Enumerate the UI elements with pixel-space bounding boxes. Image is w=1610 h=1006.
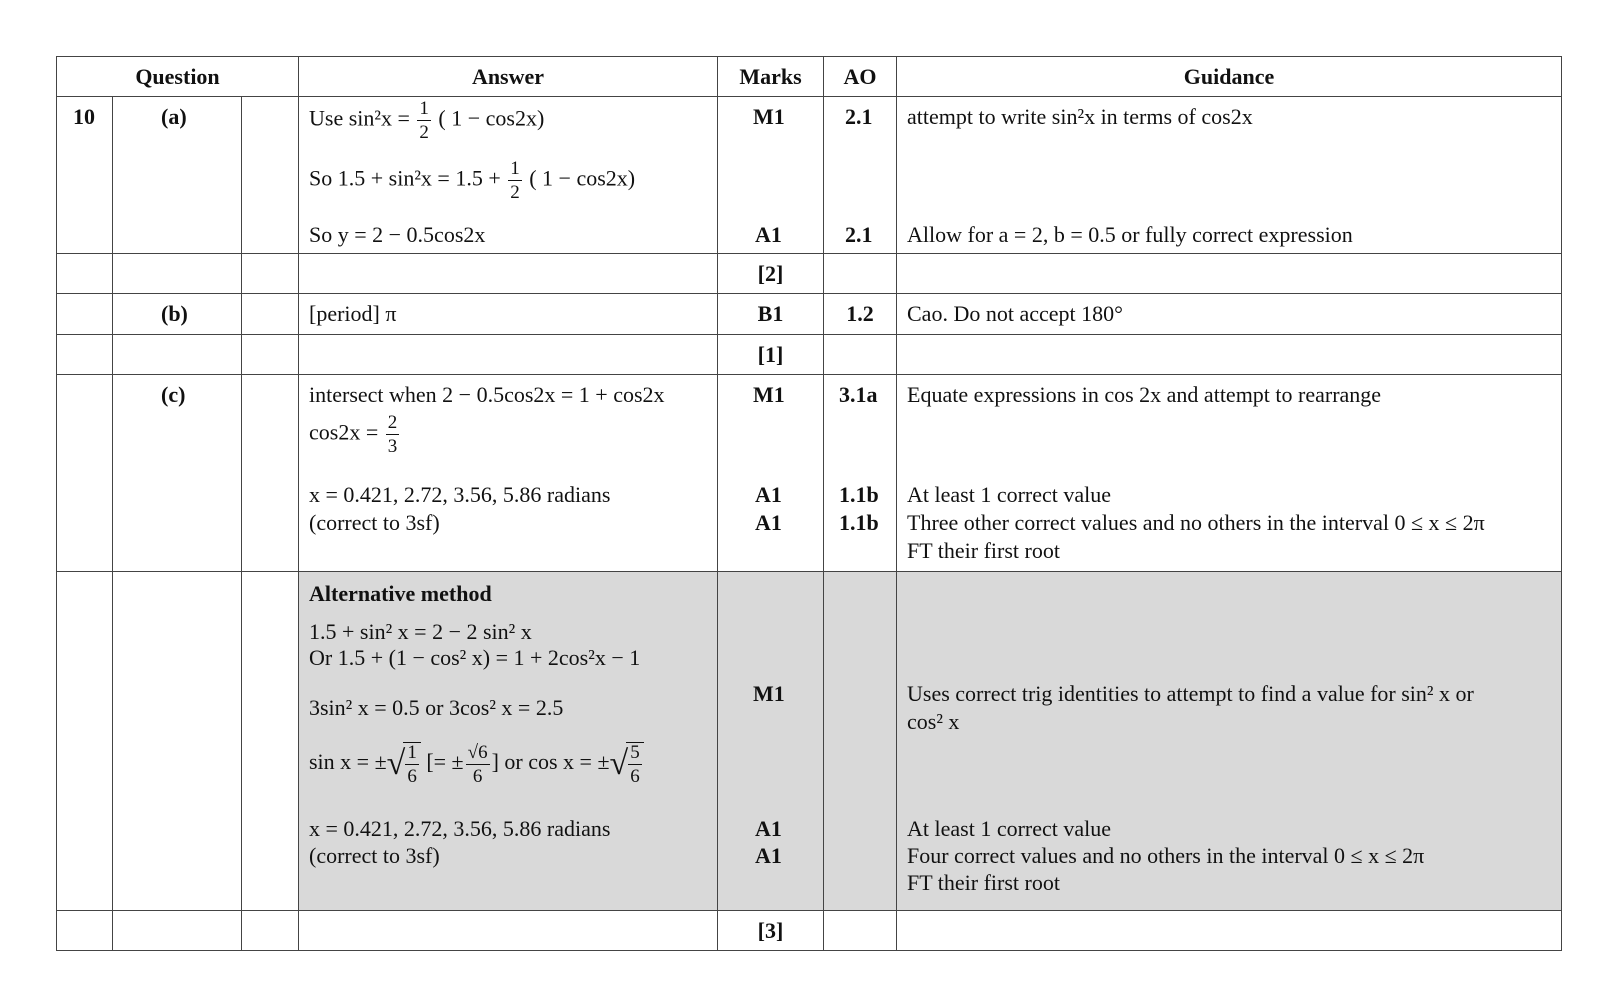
row-part-b — [57, 294, 1562, 335]
alt-guidance1b: cos² x — [907, 709, 960, 734]
part-b-mark: B1 — [718, 294, 824, 335]
part-a-mark1: M1 — [753, 104, 785, 129]
part-b-answer: [period] π — [309, 301, 397, 326]
part-c-ao2: 1.1b — [839, 482, 879, 507]
alt-answer-line5: x = 0.421, 2.72, 3.56, 5.86 radians — [309, 816, 611, 841]
alt-answer-line4: sin x = ±√ $\frac{1}{6}$ [= ± $\frac{√6}{6}$ ] or cos x = ±√ $\frac{5}{6}$ — [309, 742, 644, 786]
part-c-mark2: A1 — [755, 482, 782, 507]
part-c-guidance3: Three other correct values and no others in the interval 0 ≤ x ≤ 2π — [907, 510, 1485, 535]
part-a-guidance1: attempt to write sin²x in terms of cos2x — [907, 104, 1253, 129]
part-c-total: [3] — [718, 911, 824, 951]
alt-method-title: Alternative method — [309, 581, 492, 606]
part-b-ao: 1.2 — [824, 294, 897, 335]
header-row — [57, 57, 1562, 97]
mark-scheme-table — [56, 56, 1562, 951]
alt-answer-line1: 1.5 + sin² x = 2 − 2 sin² x — [309, 619, 532, 644]
part-c-mark1: M1 — [753, 382, 785, 407]
part-c-guidance4: FT their first root — [907, 538, 1060, 563]
part-a-ao2: 2.1 — [845, 222, 873, 247]
header-guidance: Guidance — [897, 57, 1562, 97]
header-answer: Answer — [299, 57, 718, 97]
part-c-guidance1: Equate expressions in cos 2x and attempt to rearrange — [907, 382, 1382, 407]
part-c-ao1: 3.1a — [839, 382, 878, 407]
part-a-mark2: A1 — [755, 222, 782, 247]
mark-scheme-sheet — [56, 56, 1562, 951]
alt-mark3: A1 — [755, 843, 782, 868]
part-b-guidance: Cao. Do not accept 180° — [907, 301, 1123, 326]
part-b-total: [1] — [718, 335, 824, 375]
alt-guidance4: FT their first root — [907, 870, 1060, 895]
part-a-answer-line2: So 1.5 + sin²x = 1.5 + $\frac{1}{2}$ ( 1 − cos2x) — [309, 158, 636, 203]
alt-mark2: A1 — [755, 816, 782, 841]
fraction: $\frac{2}{3}$ — [387, 412, 398, 457]
part-c-mark3: A1 — [755, 510, 782, 535]
row-part-a — [57, 97, 1562, 254]
alt-guidance1a: Uses correct trig identities to attempt to find a value for sin² x or — [907, 681, 1474, 706]
fraction: $\frac{√6}{6}$ — [467, 741, 488, 787]
alt-answer-line2: Or 1.5 + (1 − cos² x) = 1 + 2cos²x − 1 — [309, 645, 641, 670]
part-c-ao3: 1.1b — [839, 510, 879, 535]
fraction: $\frac{1}{2}$ — [419, 98, 429, 143]
part-c-answer-line4: (correct to 3sf) — [309, 510, 440, 535]
alt-guidance2: At least 1 correct value — [907, 816, 1112, 841]
header-marks: Marks — [718, 57, 824, 97]
question-number: 10 — [73, 104, 95, 129]
row-part-c — [57, 375, 1562, 572]
row-part-a-total — [57, 254, 1562, 294]
alt-answer-line3: 3sin² x = 0.5 or 3cos² x = 2.5 — [309, 695, 564, 720]
part-c-guidance2: At least 1 correct value — [907, 482, 1112, 507]
alt-mark1: M1 — [753, 681, 785, 706]
alt-guidance3: Four correct values and no others in the interval 0 ≤ x ≤ 2π — [907, 843, 1425, 868]
header-ao: AO — [824, 57, 897, 97]
fraction: $\frac{1}{2}$ — [510, 158, 520, 203]
row-part-c-total — [57, 911, 1562, 951]
part-b-label: (b) — [161, 301, 188, 326]
alt-answer-line6: (correct to 3sf) — [309, 843, 440, 868]
part-c-label: (c) — [161, 382, 186, 407]
part-c-answer-line2: cos2x = $\frac{2}{3}$ — [309, 412, 398, 457]
part-a-answer-line3: So y = 2 − 0.5cos2x — [309, 222, 486, 247]
part-c-answer-line1: intersect when 2 − 0.5cos2x = 1 + cos2x — [309, 382, 665, 407]
part-a-label: (a) — [161, 104, 187, 129]
part-c-answer-line3: x = 0.421, 2.72, 3.56, 5.86 radians — [309, 482, 611, 507]
header-question: Question — [57, 57, 299, 97]
row-part-b-total — [57, 335, 1562, 375]
part-a-guidance2: Allow for a = 2, b = 0.5 or fully correct expression — [907, 222, 1353, 247]
part-a-total: [2] — [718, 254, 824, 294]
part-a-answer-line1: Use sin²x = $\frac{1}{2}$ ( 1 − cos2x) — [309, 98, 545, 143]
row-alternative-method — [57, 572, 1562, 911]
square-root: √ $\frac{5}{6}$ — [610, 742, 644, 786]
part-a-ao1: 2.1 — [845, 104, 873, 129]
square-root: √ $\frac{1}{6}$ — [387, 742, 421, 786]
